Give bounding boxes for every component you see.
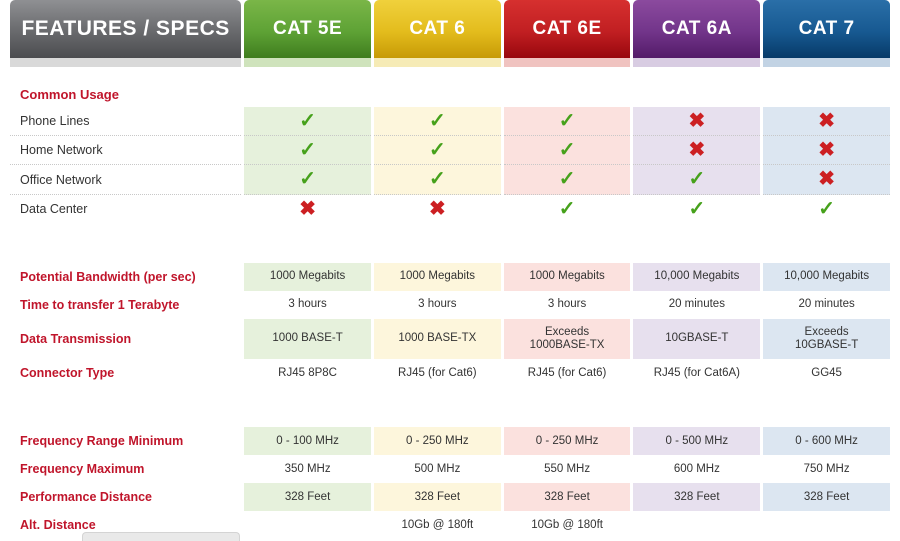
section-title-common-usage [10,81,890,107]
cell-freq-max-cat7: 750 MHz [763,455,890,483]
cell-freq-max-cat6a: 600 MHz [633,455,760,483]
cell-connector-cat6a: RJ45 (for Cat6A) [633,359,760,387]
cell-bandwidth-cat6a: 10,000 Megabits [633,263,760,291]
header-cat7: CAT 7 [763,0,890,58]
table-row [10,291,890,319]
cell-data-center-cat6 [374,195,501,223]
underline-cat6 [374,58,501,67]
cell-office-network-cat5e [244,165,371,194]
header-cat6a: CAT 6A [633,0,760,58]
table-row [10,483,890,511]
cell-bandwidth-cat7: 10,000 Megabits [763,263,890,291]
spacer [10,413,890,427]
cell-transfer-time-cat6a: 20 minutes [633,291,760,319]
check-icon: ✓ [688,168,706,191]
cell-line-1: Exceeds [545,325,590,338]
cell-freq-max-cat5e: 350 MHz [244,455,371,483]
check-icon: ✓ [428,168,446,191]
cell-home-network-cat7 [763,136,890,165]
check-icon: ✓ [428,110,446,132]
row-label-freq-min: Frequency Range Minimum [20,434,184,449]
cell-connector-cat6: RJ45 (for Cat6) [374,359,501,387]
row-label-phone-lines: Phone Lines [10,107,241,136]
check-icon: ✓ [428,139,446,162]
cell-data-center-cat7 [763,195,890,223]
table-row [10,136,890,165]
underline-cat7 [763,58,890,67]
bottom-tab-stub [82,532,240,541]
header-underline-row [10,58,890,67]
cell-data-center-cat6a [633,195,760,223]
cell-perf-distance-cat6e: 328 Feet [504,483,631,511]
row-label-freq-max: Frequency Maximum [20,462,145,477]
table-row [10,195,890,223]
cell-freq-min-cat6a: 0 - 500 MHz [633,427,760,455]
cell-perf-distance-cat6: 328 Feet [374,483,501,511]
cross-icon: ✖ [688,110,706,132]
check-icon: ✓ [818,197,835,220]
table-row [10,263,890,291]
table-row [10,165,890,194]
header-cat6: CAT 6 [374,0,501,58]
cell-perf-distance-cat6a: 328 Feet [633,483,760,511]
check-icon: ✓ [558,168,576,191]
row-label-office-network: Office Network [10,165,241,194]
cell-freq-min-cat5e: 0 - 100 MHz [244,427,371,455]
cell-data-center-cat6e [504,195,631,223]
check-icon: ✓ [688,197,706,220]
cell-perf-distance-cat7: 328 Feet [763,483,890,511]
underline-features [10,58,241,67]
table-row [10,319,890,359]
cell-phone-lines-cat6a [633,107,760,136]
cell-transfer-time-cat6: 3 hours [374,291,501,319]
cell-connector-cat6e: RJ45 (for Cat6) [504,359,631,387]
cross-icon: ✖ [818,168,835,191]
cell-office-network-cat6 [374,165,501,194]
cell-alt-distance-cat6e: 10Gb @ 180ft [504,511,631,539]
row-label-alt-distance: Alt. Distance [20,518,96,533]
cell-freq-max-cat6: 500 MHz [374,455,501,483]
cell-transfer-time-cat6e: 3 hours [504,291,631,319]
cross-icon: ✖ [688,139,706,162]
table-row [10,359,890,387]
row-label-connector-type: Connector Type [20,366,115,381]
header-cat6e: CAT 6E [504,0,631,58]
table-row [10,107,890,136]
cross-icon: ✖ [818,139,835,162]
cell-home-network-cat6 [374,136,501,165]
cell-bandwidth-cat5e: 1000 Megabits [244,263,371,291]
row-label-perf-distance: Performance Distance [20,490,153,505]
cell-home-network-cat6a [633,136,760,165]
cell-alt-distance-cat6: 10Gb @ 180ft [374,511,501,539]
cell-data-transmission-cat7 [763,319,890,359]
cell-phone-lines-cat7 [763,107,890,136]
cell-alt-distance-cat6a [633,511,760,539]
cell-connector-cat7: GG45 [763,359,890,387]
spec-comparison-table [7,0,893,539]
cell-line-2: 10GBASE-T [794,339,859,352]
section-gap [10,223,890,249]
cell-transfer-time-cat5e: 3 hours [244,291,371,319]
cell-alt-distance-cat5e [244,511,371,539]
check-icon: ✓ [299,139,316,162]
cell-freq-min-cat6: 0 - 250 MHz [374,427,501,455]
cell-phone-lines-cat6 [374,107,501,136]
cell-freq-min-cat6e: 0 - 250 MHz [504,427,631,455]
header-cat5e: CAT 5E [244,0,371,58]
cell-data-transmission-cat6: 1000 BASE-TX [374,319,501,359]
cell-home-network-cat6e [504,136,631,165]
cross-icon: ✖ [818,110,835,132]
cell-home-network-cat5e [244,136,371,165]
check-icon: ✓ [299,168,316,191]
section-label: Common Usage [10,81,890,107]
underline-cat6e [504,58,631,67]
cell-data-transmission-cat6e [504,319,631,359]
cell-office-network-cat6e [504,165,631,194]
table-header-row [10,0,890,58]
cell-line-1: Exceeds [804,325,849,338]
cell-data-transmission-cat5e: 1000 BASE-T [244,319,371,359]
check-icon: ✓ [558,197,576,220]
cell-perf-distance-cat5e: 328 Feet [244,483,371,511]
cell-data-transmission-cat6a: 10GBASE-T [633,319,760,359]
cell-bandwidth-cat6e: 1000 Megabits [504,263,631,291]
section-gap [10,387,890,413]
cell-phone-lines-cat5e [244,107,371,136]
check-icon: ✓ [558,110,576,132]
spacer [10,249,890,263]
underline-cat6a [633,58,760,67]
cell-alt-distance-cat7 [763,511,890,539]
table-row [10,427,890,455]
cell-office-network-cat6a [633,165,760,194]
cell-freq-min-cat7: 0 - 600 MHz [763,427,890,455]
row-label-data-transmission: Data Transmission [20,332,132,347]
spacer [10,67,890,81]
row-label-home-network: Home Network [10,136,241,165]
check-icon: ✓ [299,110,316,132]
cell-bandwidth-cat6: 1000 Megabits [374,263,501,291]
row-label-bandwidth: Potential Bandwidth (per sec) [20,269,196,284]
cross-icon: ✖ [299,197,316,220]
header-features: FEATURES / SPECS [10,0,241,58]
table-row [10,455,890,483]
cross-icon: ✖ [428,197,446,220]
cell-freq-max-cat6e: 550 MHz [504,455,631,483]
cell-office-network-cat7 [763,165,890,194]
row-label-data-center: Data Center [20,201,88,216]
cell-connector-cat5e: RJ45 8P8C [244,359,371,387]
cell-data-center-cat5e [244,195,371,223]
row-label-transfer-time: Time to transfer 1 Terabyte [20,297,180,312]
cell-phone-lines-cat6e [504,107,631,136]
check-icon: ✓ [558,139,576,162]
underline-cat5e [244,58,371,67]
cell-line-2: 1000BASE-TX [529,339,605,352]
cell-transfer-time-cat7: 20 minutes [763,291,890,319]
